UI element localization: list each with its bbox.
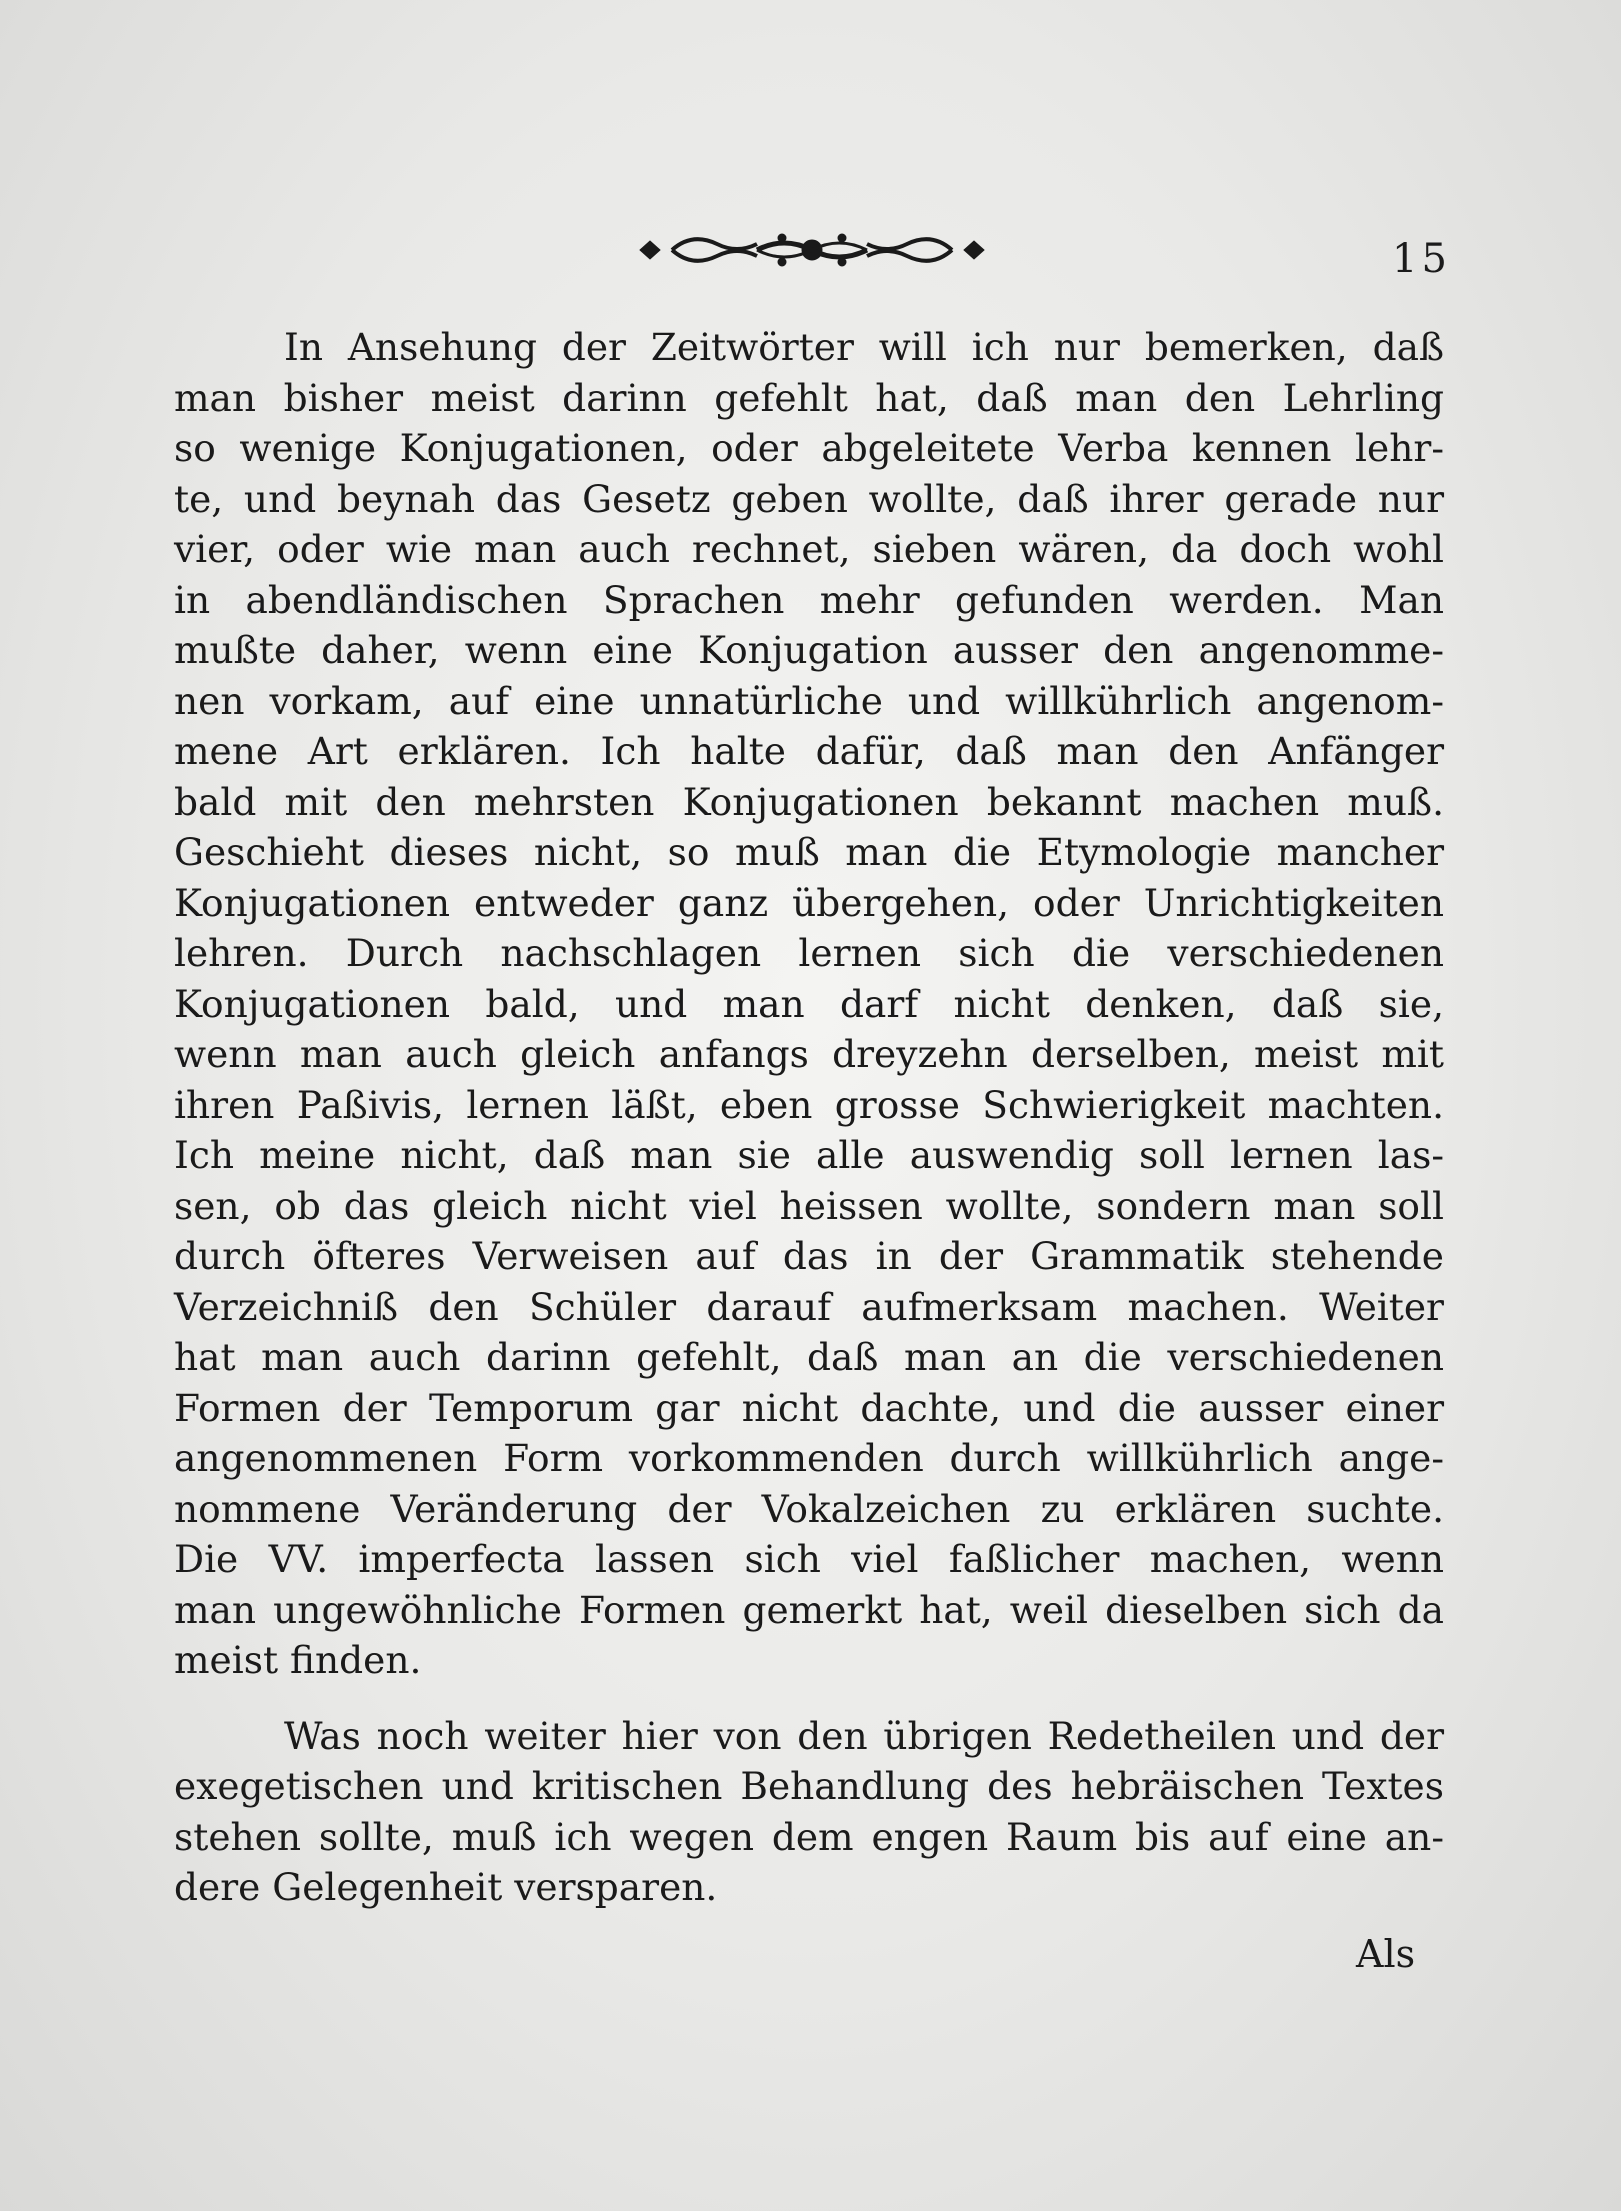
- text-line: vier, oder wie man auch rechnet, sieben wären, da doch wohl: [174, 527, 1444, 571]
- ornament-header-icon: [632, 220, 992, 280]
- text-line: in abendländischen Sprachen mehr gefunden werden. Man: [174, 577, 1444, 622]
- paragraph-1: [174, 322, 1444, 1686]
- text-line: wenn man auch gleich anfangs dreyzehn derselben, meist mit: [174, 1032, 1444, 1076]
- text-line: Verzeichniß den Schüler darauf aufmerksam machen. Weiter: [174, 1284, 1444, 1329]
- text-line: mene Art erklären. Ich halte dafür, daß man den Anfänger: [174, 729, 1444, 773]
- paragraph-2: [174, 1711, 1444, 1913]
- text-line: mußte daher, wenn eine Konjugation ausser den angenomme-: [174, 628, 1444, 672]
- text-line: man ungewöhnliche Formen gemerkt hat, weil dieselben sich da: [174, 1587, 1444, 1632]
- text-line: bald mit den mehrsten Konjugationen bekannt machen muß.: [174, 779, 1444, 824]
- text-line: Konjugationen entweder ganz übergehen, oder Unrichtigkeiten: [174, 880, 1444, 925]
- text-line: lehren. Durch nachschlagen lernen sich die verschiedenen: [174, 931, 1444, 975]
- text-line: Konjugationen bald, und man darf nicht denken, daß sie,: [174, 981, 1444, 1026]
- text-line: nen vorkam, auf eine unnatürliche und willkührlich angenom-: [174, 678, 1444, 723]
- text-line: hat man auch darinn gefehlt, daß man an die verschiedenen: [174, 1335, 1444, 1379]
- text-line: angenommenen Form vorkommenden durch willkührlich ange-: [174, 1436, 1444, 1480]
- text-line: meist finden.: [174, 1638, 422, 1682]
- catchword: Als: [1356, 1932, 1416, 1976]
- page-number: 15: [1392, 236, 1451, 282]
- text-line: so wenige Konjugationen, oder abgeleitete Verba kennen lehr-: [174, 426, 1444, 470]
- text-line: ihren Paßivis, lernen läßt, eben grosse Schwierigkeit machten.: [174, 1082, 1444, 1127]
- text-line: Was noch weiter hier von den übrigen Redetheilen und der: [284, 1713, 1444, 1758]
- text-line: sen, ob das gleich nicht viel heissen wollte, sondern man soll: [174, 1183, 1444, 1228]
- text-line: In Ansehung der Zeitwörter will ich nur bemerken, daß: [284, 325, 1444, 369]
- text-line: Die VV. imperfecta lassen sich viel faßlicher machen, wenn: [174, 1537, 1444, 1581]
- text-line: te, und beynah das Gesetz geben wollte, daß ihrer gerade nur: [174, 476, 1444, 521]
- text-line: durch öfteres Verweisen auf das in der Grammatik stehende: [174, 1234, 1444, 1278]
- text-line: stehen sollte, muß ich wegen dem engen Raum bis auf eine an-: [174, 1814, 1444, 1859]
- text-line: nommene Veränderung der Vokalzeichen zu erklären suchte.: [174, 1486, 1444, 1531]
- text-line: Formen der Temporum gar nicht dachte, und die ausser einer: [174, 1385, 1444, 1430]
- text-line: dere Gelegenheit versparen.: [174, 1865, 718, 1909]
- body-text: [174, 322, 1444, 1913]
- text-line: Geschieht dieses nicht, so muß man die Etymologie mancher: [174, 830, 1444, 874]
- text-line: Ich meine nicht, daß man sie alle auswendig soll lernen las-: [174, 1133, 1444, 1177]
- text-line: man bisher meist darinn gefehlt hat, daß man den Lehrling: [174, 375, 1444, 420]
- text-line: exegetischen und kritischen Behandlung des hebräischen Textes: [174, 1764, 1444, 1808]
